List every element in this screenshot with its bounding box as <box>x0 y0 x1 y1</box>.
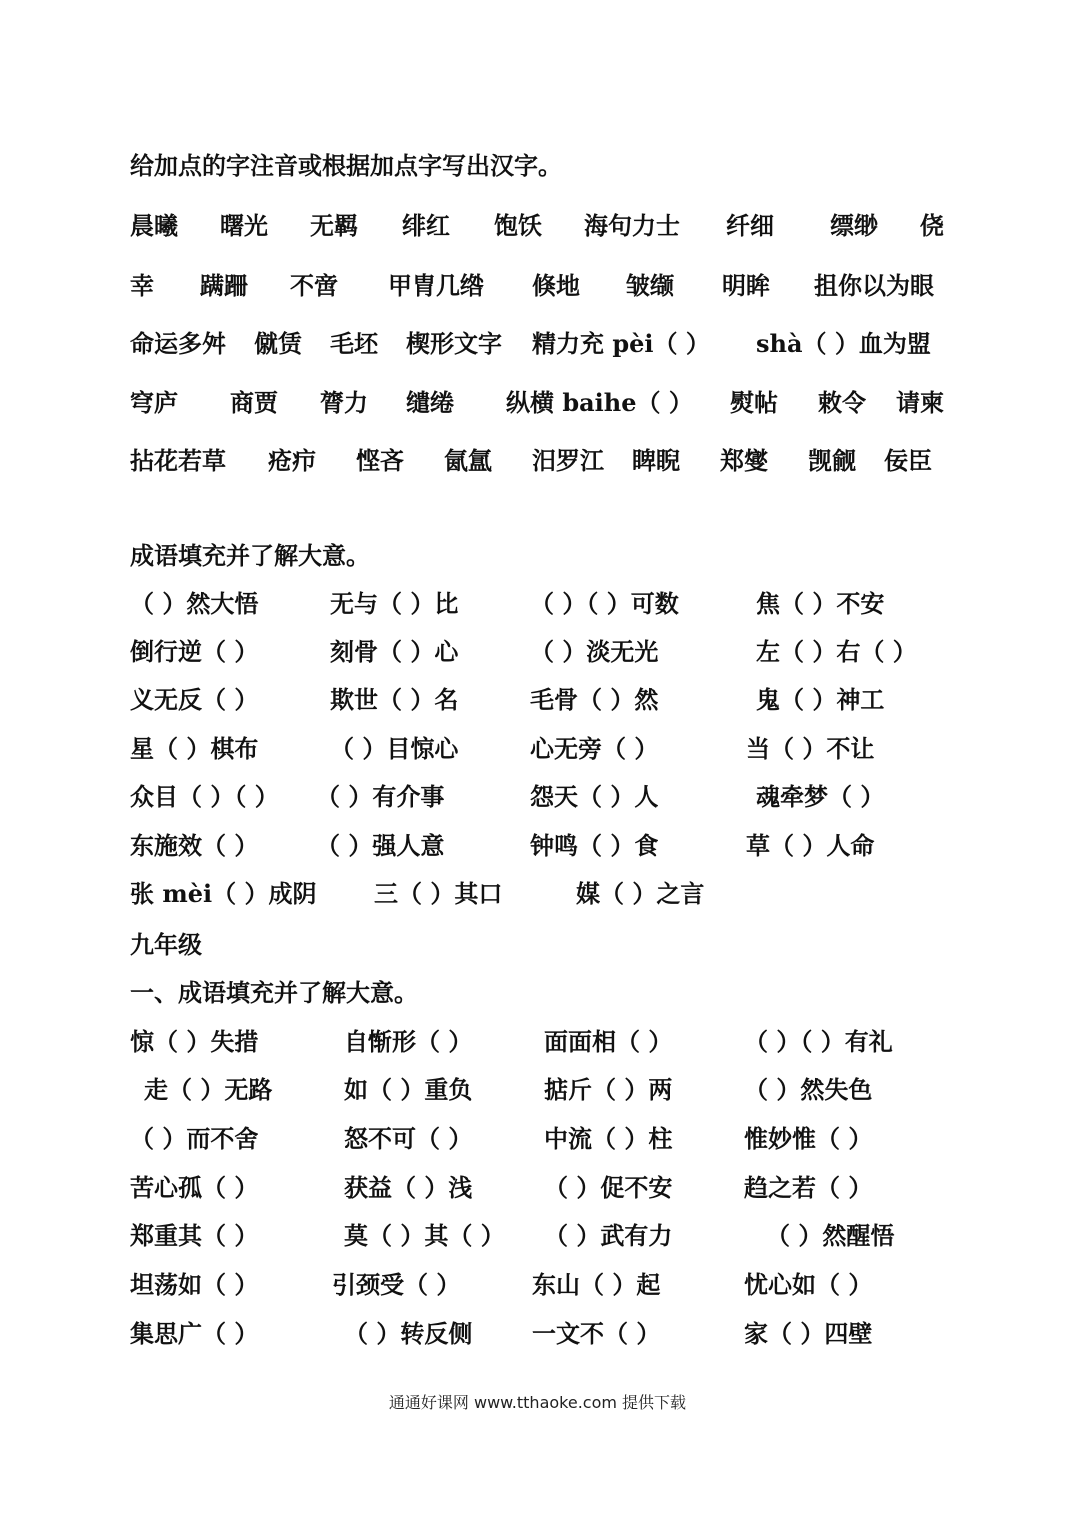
idiom-item: （ ）转反侧 <box>344 1319 473 1348</box>
word-item: 缥缈 <box>830 211 878 240</box>
idiom-row <box>130 1070 1000 1110</box>
idiom-item: 众目（ ）（ ） <box>130 782 279 811</box>
word-row-4 <box>130 383 1000 423</box>
idiom-item: 引颈受（ ） <box>332 1270 461 1299</box>
word-item: 明眸 <box>722 271 770 300</box>
footer-credit: 通通好课网 www.tthaoke.com 提供下载 <box>388 1393 687 1412</box>
idiom-item: 无与（ ）比 <box>330 589 459 618</box>
idiom-item: （ ）淡无光 <box>530 637 659 666</box>
idiom-item: 焦（ ）不安 <box>756 589 885 618</box>
word-item: 侥 <box>920 211 944 240</box>
word-item: 敕令 <box>818 388 866 417</box>
idiom-item: 媒（ ）之言 <box>576 879 705 908</box>
word-row-3 <box>130 324 1000 364</box>
word-item: 郑燮 <box>720 446 768 475</box>
word-row-5 <box>130 441 1000 481</box>
section2-heading: 成语填充并了解大意。 <box>130 541 370 570</box>
idiom-row <box>130 1216 1000 1256</box>
idiom-item: 坦荡如（ ） <box>130 1270 259 1299</box>
word-row-1 <box>130 206 1000 246</box>
word-item: 缱绻 <box>406 388 454 417</box>
idiom-item: 如（ ）重负 <box>344 1075 473 1104</box>
idiom-row <box>130 874 1000 914</box>
word-item: 请柬 <box>896 388 944 417</box>
idiom-item: 钟鸣（ ）食 <box>530 831 659 860</box>
word-item: 商贾 <box>230 388 278 417</box>
idiom-item: 当（ ）不让 <box>746 734 875 763</box>
word-item: 纵横 baihe（ ） <box>506 388 693 417</box>
word-item: 毛坯 <box>330 329 378 358</box>
idiom-item: 魂牵梦（ ） <box>756 782 885 811</box>
word-item: 疮疖 <box>268 446 316 475</box>
idiom-item: 毛骨（ ）然 <box>530 685 659 714</box>
word-item: 倏地 <box>532 271 580 300</box>
idiom-item: （ ）促不安 <box>544 1173 673 1202</box>
word-item: 甲胄几绺 <box>388 271 484 300</box>
idiom-item: 鬼（ ）神工 <box>756 685 885 714</box>
word-item: 晨曦 <box>130 211 178 240</box>
idiom-item: 苦心孤（ ） <box>130 1173 259 1202</box>
word-item: shà（ ）血为盟 <box>756 329 931 358</box>
idiom-row <box>130 826 1000 866</box>
word-item: 命运多舛 <box>130 329 226 358</box>
section1-heading: 给加点的字注音或根据加点字写出汉字。 <box>130 151 562 180</box>
section3-heading: 一、成语填充并了解大意。 <box>130 978 418 1007</box>
idiom-item: （ ）（ ）可数 <box>530 589 679 618</box>
idiom-item: 怨天（ ）人 <box>530 782 659 811</box>
idiom-row <box>130 777 1000 817</box>
idiom-item: （ ）强人意 <box>316 831 445 860</box>
word-item: 精力充 pèi（ ） <box>532 329 710 358</box>
idiom-item: （ ）有介事 <box>316 782 445 811</box>
word-item: 楔形文字 <box>406 329 502 358</box>
word-item: 睥睨 <box>632 446 680 475</box>
word-item: 绯红 <box>402 211 450 240</box>
word-item: 抯你以为眼 <box>814 271 934 300</box>
idiom-item: 三（ ）其口 <box>374 879 503 908</box>
idiom-item: （ ）武有力 <box>544 1221 673 1250</box>
idiom-item: 走（ ）无路 <box>144 1075 273 1104</box>
word-item: 无羁 <box>310 211 358 240</box>
idiom-row <box>130 1022 1000 1062</box>
idiom-item: （ ）然醒悟 <box>766 1221 895 1250</box>
idiom-item: 郑重其（ ） <box>130 1221 259 1250</box>
idiom-item: 莫（ ）其（ ） <box>344 1221 505 1250</box>
idiom-row <box>130 1168 1000 1208</box>
word-item: 僦赁 <box>254 329 302 358</box>
idiom-item: 面面相（ ） <box>544 1027 673 1056</box>
idiom-row <box>130 1314 1000 1354</box>
idiom-item: 掂斤（ ）两 <box>544 1075 673 1104</box>
idiom-item: 张 mèi（ ）成阴 <box>130 879 317 908</box>
idiom-item: 家（ ）四壁 <box>744 1319 873 1348</box>
word-item: 佞臣 <box>884 446 932 475</box>
idiom-item: （ ）然失色 <box>744 1075 873 1104</box>
idiom-item: 心无旁（ ） <box>530 734 659 763</box>
idiom-item: 忧心如（ ） <box>744 1270 873 1299</box>
idiom-item: 惟妙惟（ ） <box>744 1124 873 1153</box>
word-item: 拈花若草 <box>130 446 226 475</box>
idiom-item: 左（ ）右（ ） <box>756 637 917 666</box>
word-row-2 <box>130 266 1000 306</box>
word-item: 膂力 <box>320 388 368 417</box>
idiom-item: 获益（ ）浅 <box>344 1173 473 1202</box>
word-item: 不啻 <box>290 271 338 300</box>
idiom-item: 东山（ ）起 <box>532 1270 661 1299</box>
idiom-row <box>130 1119 1000 1159</box>
idiom-item: 欺世（ ）名 <box>330 685 459 714</box>
word-item: 汨罗江 <box>532 446 604 475</box>
word-item: 蹒跚 <box>200 271 248 300</box>
idiom-row <box>130 584 1000 624</box>
word-item: 熨帖 <box>730 388 778 417</box>
word-item: 纤细 <box>726 211 774 240</box>
idiom-item: 义无反（ ） <box>130 685 259 714</box>
idiom-item: 趋之若（ ） <box>744 1173 873 1202</box>
idiom-item: （ ）而不舍 <box>130 1124 259 1153</box>
idiom-item: （ ）（ ）有礼 <box>744 1027 893 1056</box>
word-item: 穹庐 <box>130 388 178 417</box>
idiom-item: 东施效（ ） <box>130 831 259 860</box>
idiom-item: 星（ ）棋布 <box>130 734 259 763</box>
idiom-row <box>130 680 1000 720</box>
word-item: 觊觎 <box>808 446 856 475</box>
idiom-item: 草（ ）人命 <box>746 831 875 860</box>
idiom-item: 惊（ ）失措 <box>130 1027 259 1056</box>
idiom-row <box>130 1265 1000 1305</box>
idiom-item: 自惭形（ ） <box>344 1027 473 1056</box>
idiom-item: 刻骨（ ）心 <box>330 637 459 666</box>
idiom-item: 中流（ ）柱 <box>544 1124 673 1153</box>
idiom-item: 一文不（ ） <box>532 1319 661 1348</box>
idiom-row <box>130 632 1000 672</box>
idiom-row <box>130 729 1000 769</box>
word-item: 悭吝 <box>356 446 404 475</box>
idiom-item: 集思广（ ） <box>130 1319 259 1348</box>
word-item: 幸 <box>130 271 154 300</box>
idiom-item: 怒不可（ ） <box>344 1124 473 1153</box>
word-item: 海句力士 <box>584 211 680 240</box>
word-item: 饱饫 <box>494 211 542 240</box>
word-item: 曙光 <box>220 211 268 240</box>
word-item: 氤氲 <box>444 446 492 475</box>
idiom-item: 倒行逆（ ） <box>130 637 259 666</box>
idiom-item: （ ）然大悟 <box>130 589 259 618</box>
idiom-item: （ ）目惊心 <box>330 734 459 763</box>
word-item: 皱缬 <box>626 271 674 300</box>
grade-heading: 九年级 <box>130 930 202 959</box>
